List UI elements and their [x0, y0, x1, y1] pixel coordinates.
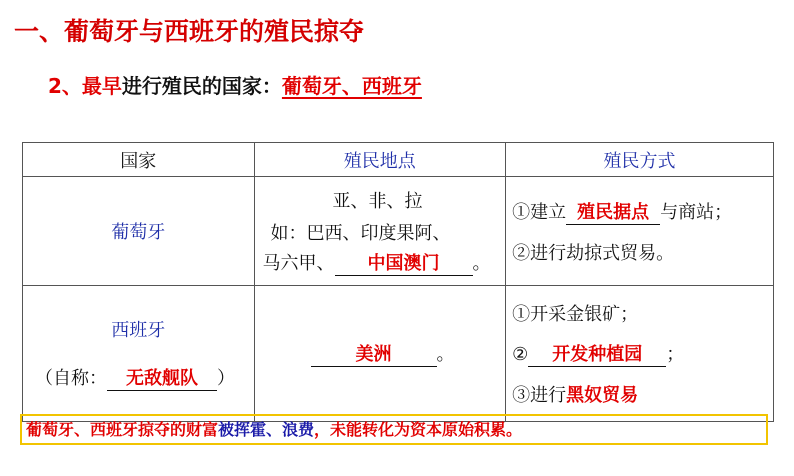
note-part2: 被挥霍、浪费 — [218, 420, 315, 439]
country-portugal: 葡萄牙 — [23, 177, 255, 286]
method3-spain-answer: 黑奴贸易 — [566, 385, 639, 406]
places-line3-suffix: 。 — [472, 252, 491, 274]
self-name-prefix: （自称： — [35, 368, 107, 389]
country-spain: 西班牙 — [111, 320, 166, 341]
method3-spain-prefix: ③进行 — [512, 385, 567, 406]
methods-portugal — [506, 177, 774, 286]
table-header-row — [23, 143, 774, 177]
note-part1: 葡萄牙、西班牙掠夺的财富 — [26, 420, 219, 439]
places-line2: 如：巴西、印度果阿、 — [270, 222, 451, 244]
places-line1: 亚、非、拉 — [332, 190, 423, 212]
places-portugal — [254, 177, 506, 286]
method2-spain-prefix: ② — [512, 344, 529, 365]
places-line3 — [263, 249, 506, 276]
self-name — [23, 364, 254, 391]
subtitle-text: 进行殖民的国家： — [121, 74, 282, 98]
places-spain — [254, 286, 506, 422]
method1-blank: 殖民据点 — [566, 202, 660, 225]
places-blank-spain: 美洲 — [311, 344, 437, 367]
table-row-portugal — [23, 177, 774, 286]
country-spain-cell — [23, 286, 255, 422]
self-name-suffix: ） — [217, 368, 235, 389]
header-places: 殖民地点 — [254, 143, 506, 177]
places-blank-portugal: 中国澳门 — [335, 253, 473, 276]
methods-spain — [506, 286, 774, 422]
method1-prefix: ①建立 — [512, 201, 567, 223]
note-part3: ，未能转化为资本原始积累。 — [314, 420, 523, 439]
method1-suffix: 与商站； — [660, 201, 733, 223]
method2-spain-blank: 开发种植园 — [528, 344, 666, 367]
subtitle-prefix: 2、最早 — [48, 74, 122, 98]
places-spain-suffix: 。 — [436, 344, 455, 365]
method2-spain-suffix: ； — [666, 344, 685, 365]
subtitle — [48, 70, 422, 99]
method1-spain: ①开采金银矿； — [512, 304, 639, 325]
colonization-table — [22, 142, 774, 422]
method3-spain — [512, 381, 773, 407]
header-methods: 殖民方式 — [506, 143, 774, 177]
places-line3-prefix: 马六甲、 — [262, 252, 335, 274]
page-title: 一、葡萄牙与西班牙的殖民掠夺 — [14, 17, 365, 46]
subtitle-answer: 葡萄牙、西班牙 — [281, 74, 422, 98]
method2-spain — [512, 340, 773, 367]
header-country: 国家 — [23, 143, 255, 177]
method2-portugal: ②进行劫掠式贸易。 — [512, 242, 675, 264]
method1-portugal — [512, 198, 773, 225]
table-row-spain — [23, 286, 774, 422]
places-spain-line — [311, 340, 506, 367]
summary-note — [20, 414, 768, 445]
self-name-blank: 无敌舰队 — [107, 368, 217, 391]
